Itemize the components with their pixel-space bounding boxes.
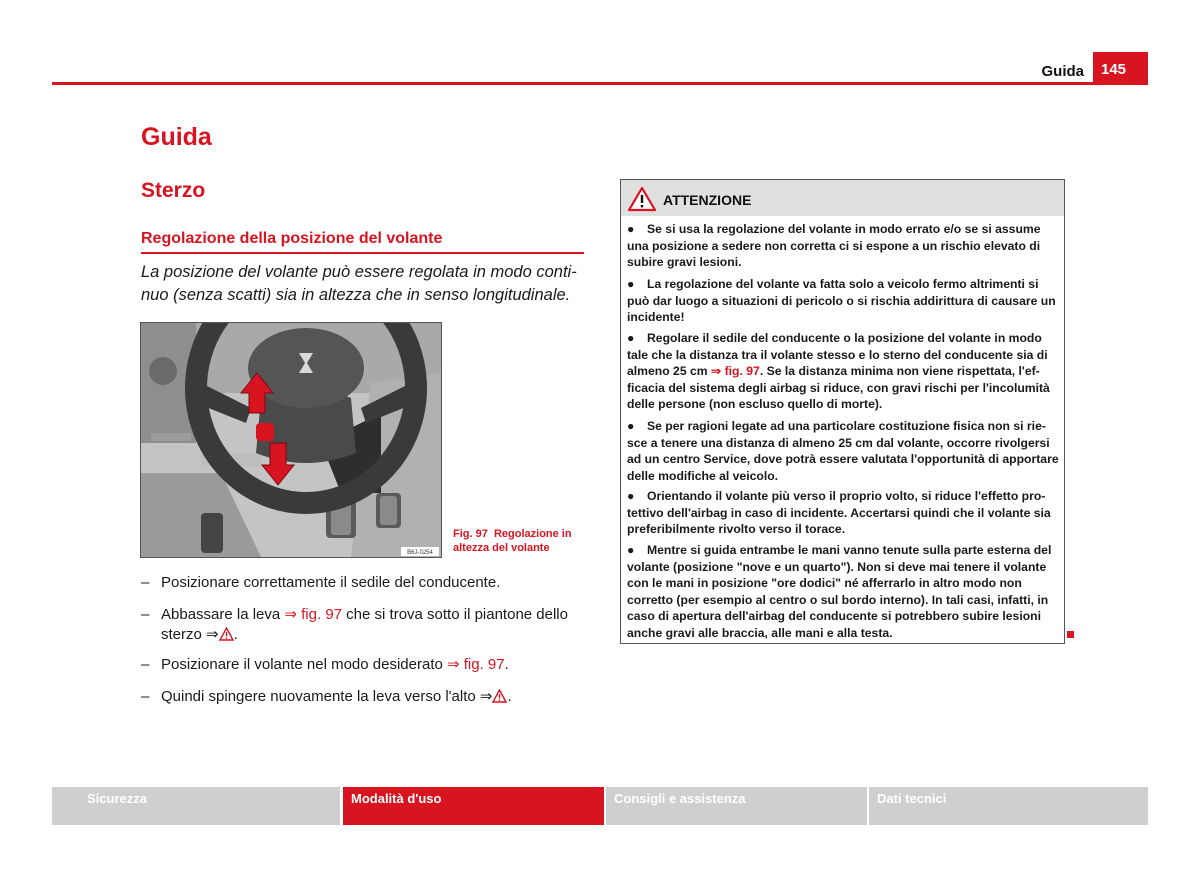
steering-wheel-adjustment-illustration: [141, 323, 441, 557]
warning-item-text-cont: . Se la distanza minima non viene rispettata, l'efficacia del sistema degli airbag si riduce, con gravi rischi per l'incolumità delle persone (non escluso quello di morte).: [627, 364, 1050, 412]
warning-item-6: [627, 542, 1059, 642]
step-4: [141, 687, 586, 707]
chapter-title: Guida: [141, 123, 212, 151]
step-4-text: Quindi spingere nuovamente la leva verso l'alto: [161, 688, 480, 705]
bullet: ●: [627, 419, 635, 433]
step-2: [141, 605, 586, 645]
warning-triangle-icon: [627, 186, 657, 212]
figure-reference-link[interactable]: ⇒ fig. 97: [447, 656, 505, 673]
reference-arrow: ⇒: [206, 626, 219, 643]
warning-triangle-icon[interactable]: [492, 689, 507, 703]
footer-tab-sicurezza[interactable]: Sicurezza: [52, 787, 340, 825]
warning-item-5: [627, 488, 1059, 538]
figure-caption-text: Regolazione in altezza del volante: [453, 528, 572, 554]
intro-paragraph: La posizione del volante può essere regolata in modo continuo (senza scatti) sia in altezza che in senso longitudinale.: [141, 263, 577, 304]
figure-reference-link[interactable]: ⇒ fig. 97: [284, 606, 343, 623]
warning-item-text: Orientando il volante più verso il proprio volto, si riduce l'effetto protettivo dell'airbag in caso di incidente. Accertarsi quindi che il volante sia preferibilmente rivolto verso il torace.: [627, 489, 1051, 537]
step-dash: –: [141, 656, 150, 673]
bullet: ●: [627, 277, 635, 291]
warning-title: ATTENZIONE: [663, 192, 752, 208]
warning-triangle-icon[interactable]: [219, 627, 234, 641]
footer-tab-modalita-uso[interactable]: Modalità d'uso: [343, 787, 604, 825]
warning-item-3: [627, 330, 1059, 413]
footer-tab-dati-tecnici[interactable]: Dati tecnici: [869, 787, 1148, 825]
warning-item-text: Se per ragioni legate ad una particolare costituzione fisica non si riesce a tenere una distanza di almeno 25 cm dal volante, occorre rivolgersi ad un centro Service, dove potrà essere valutata l'opportunità di apportare delle modifiche al veicolo.: [627, 419, 1059, 483]
step-dash: –: [141, 606, 150, 623]
warning-item-text: Regolare il sedile del conducente o la posizione del volante in modo tale che la distanza tra il volante stesso e lo sterno del conducente sia di almeno 25 cm: [627, 331, 1048, 379]
footer-tab-consigli-assistenza[interactable]: Consigli e assistenza: [606, 787, 867, 825]
warning-item-2: [627, 276, 1059, 326]
end-of-section-marker: [1067, 631, 1074, 638]
bullet: ●: [627, 222, 635, 236]
bullet: ●: [627, 489, 635, 503]
warning-item-1: [627, 221, 1059, 271]
subsection-rule: [141, 252, 584, 254]
figure-caption-number: Fig. 97: [453, 528, 488, 540]
step-3-end: .: [504, 656, 509, 673]
step-3-text: Posizionare il volante nel modo desiderato: [161, 656, 448, 673]
bullet: ●: [627, 543, 635, 557]
section-title: Sterzo: [141, 179, 206, 202]
step-2-text-cont: che si trova sotto il piantone dello sterzo: [161, 606, 568, 643]
step-3: [141, 655, 586, 675]
header-rule: [52, 82, 1148, 85]
figure-caption: [453, 527, 583, 555]
figure-reference-link[interactable]: ⇒ fig. 97: [711, 364, 760, 379]
page-number: 145: [1093, 52, 1148, 84]
reference-arrow: ⇒: [479, 688, 493, 705]
warning-item-text: La regolazione del volante va fatta solo a veicolo fermo altrimenti si può dar luogo a situazioni di pericolo o si rischia addirittura di causare un incidente!: [627, 277, 1056, 325]
figure-code: B6J-0254: [407, 550, 433, 556]
warning-item-text: Mentre si guida entrambe le mani vanno tenute sulla parte esterna del volante (posizione "nove e un quarto"). Non si deve mai tenere il volante con le mani in posizione "ore dodici" né afferrarlo in altro modo non corretto (per esempio al centro o sul bordo interno). In tali casi, infatti, in caso di apertura dell'airbag del conducente si potrebbero subire lesioni anche gravi alle braccia, alle mani e alla testa.: [627, 543, 1052, 640]
figure-97-steering-wheel: [140, 322, 442, 558]
running-header-section: Guida: [1041, 63, 1084, 80]
step-2-text: Abbassare la leva: [161, 606, 285, 623]
step-1-text: Posizionare correttamente il sedile del conducente.: [161, 574, 501, 591]
step-dash: –: [141, 688, 150, 705]
bullet: ●: [627, 331, 635, 345]
subsection-title: Regolazione della posizione del volante: [141, 230, 443, 247]
step-dash: –: [141, 574, 150, 591]
step-2-end: .: [233, 626, 238, 643]
step-4-end: .: [507, 688, 512, 705]
warning-item-4: [627, 418, 1059, 484]
warning-item-text: Se si usa la regolazione del volante in modo errato e/o se si assume una posizione a sedere non corretta ci si espone a un rischio elevato di subire gravi lesioni.: [627, 222, 1041, 270]
step-1: [141, 573, 586, 593]
